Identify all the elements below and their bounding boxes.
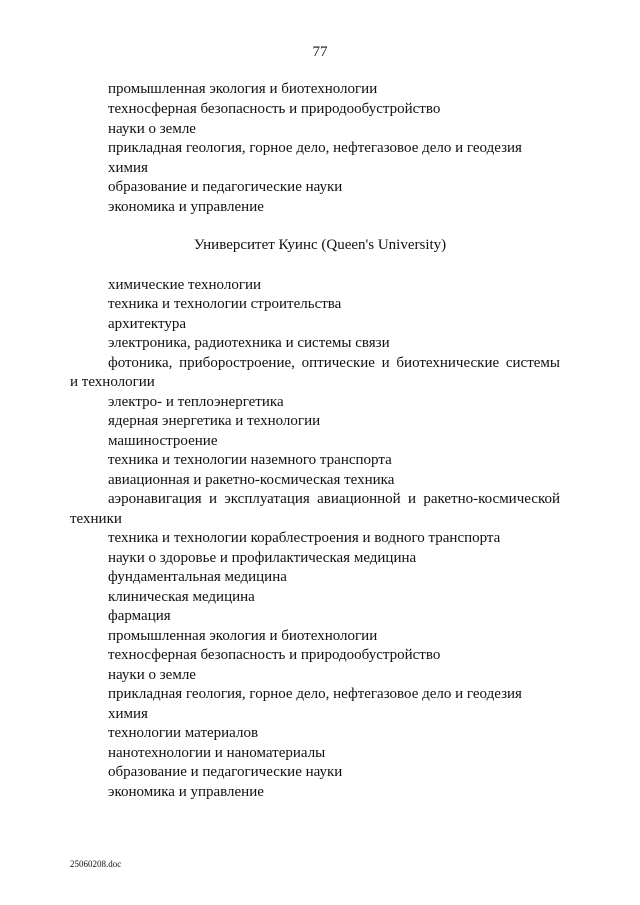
section-heading: Университет Куинс (Queen's University) bbox=[193, 237, 447, 253]
list-item: нанотехнологии и наноматериалы bbox=[108, 745, 326, 761]
list-item-continuation: техники bbox=[70, 511, 122, 527]
list-item: образование и педагогические науки bbox=[108, 764, 343, 780]
list-item: промышленная экология и биотехнологии bbox=[108, 628, 378, 644]
page-number: 77 bbox=[312, 44, 328, 60]
list-item: фундаментальная медицина bbox=[108, 569, 287, 585]
list-item: техника и технологии наземного транспорта bbox=[108, 452, 392, 468]
list-item: техносферная безопасность и природообустройство bbox=[108, 647, 441, 663]
list-item: архитектура bbox=[108, 316, 187, 332]
list-item: электро- и теплоэнергетика bbox=[108, 394, 284, 410]
list-item: технологии материалов bbox=[108, 725, 259, 741]
list-item: клиническая медицина bbox=[108, 589, 255, 605]
list-item: техника и технологии кораблестроения и водного транспорта bbox=[108, 530, 501, 546]
list-item: аэронавигация и эксплуатация авиационной и ракетно-космической bbox=[108, 491, 560, 507]
list-item: образование и педагогические науки bbox=[108, 179, 343, 195]
list-item: науки о земле bbox=[108, 667, 196, 683]
list-item: электроника, радиотехника и системы связи bbox=[108, 335, 390, 351]
list-item: прикладная геология, горное дело, нефтегазовое дело и геодезия bbox=[108, 140, 522, 156]
list-item: ядерная энергетика и технологии bbox=[108, 413, 321, 429]
list-item: прикладная геология, горное дело, нефтегазовое дело и геодезия bbox=[108, 686, 522, 702]
list-item: химия bbox=[108, 706, 148, 722]
list-item: фармация bbox=[108, 608, 171, 624]
list-item: техносферная безопасность и природообустройство bbox=[108, 101, 441, 117]
list-item: техника и технологии строительства bbox=[108, 296, 342, 312]
footer-doc-code: 25060208.doc bbox=[70, 859, 122, 869]
list-item: фотоника, приборостроение, оптические и биотехнические системы bbox=[108, 355, 560, 371]
list-item: химические технологии bbox=[108, 277, 262, 293]
list-item: экономика и управление bbox=[108, 784, 264, 800]
list-item-continuation: и технологии bbox=[70, 374, 155, 390]
list-item: машиностроение bbox=[108, 433, 218, 449]
list-item: авиационная и ракетно-космическая техника bbox=[108, 472, 395, 488]
list-item: химия bbox=[108, 160, 148, 176]
list-item: экономика и управление bbox=[108, 199, 264, 215]
list-item: науки о земле bbox=[108, 121, 196, 137]
list-item: науки о здоровье и профилактическая медицина bbox=[108, 550, 417, 566]
list-item: промышленная экология и биотехнологии bbox=[108, 81, 378, 97]
